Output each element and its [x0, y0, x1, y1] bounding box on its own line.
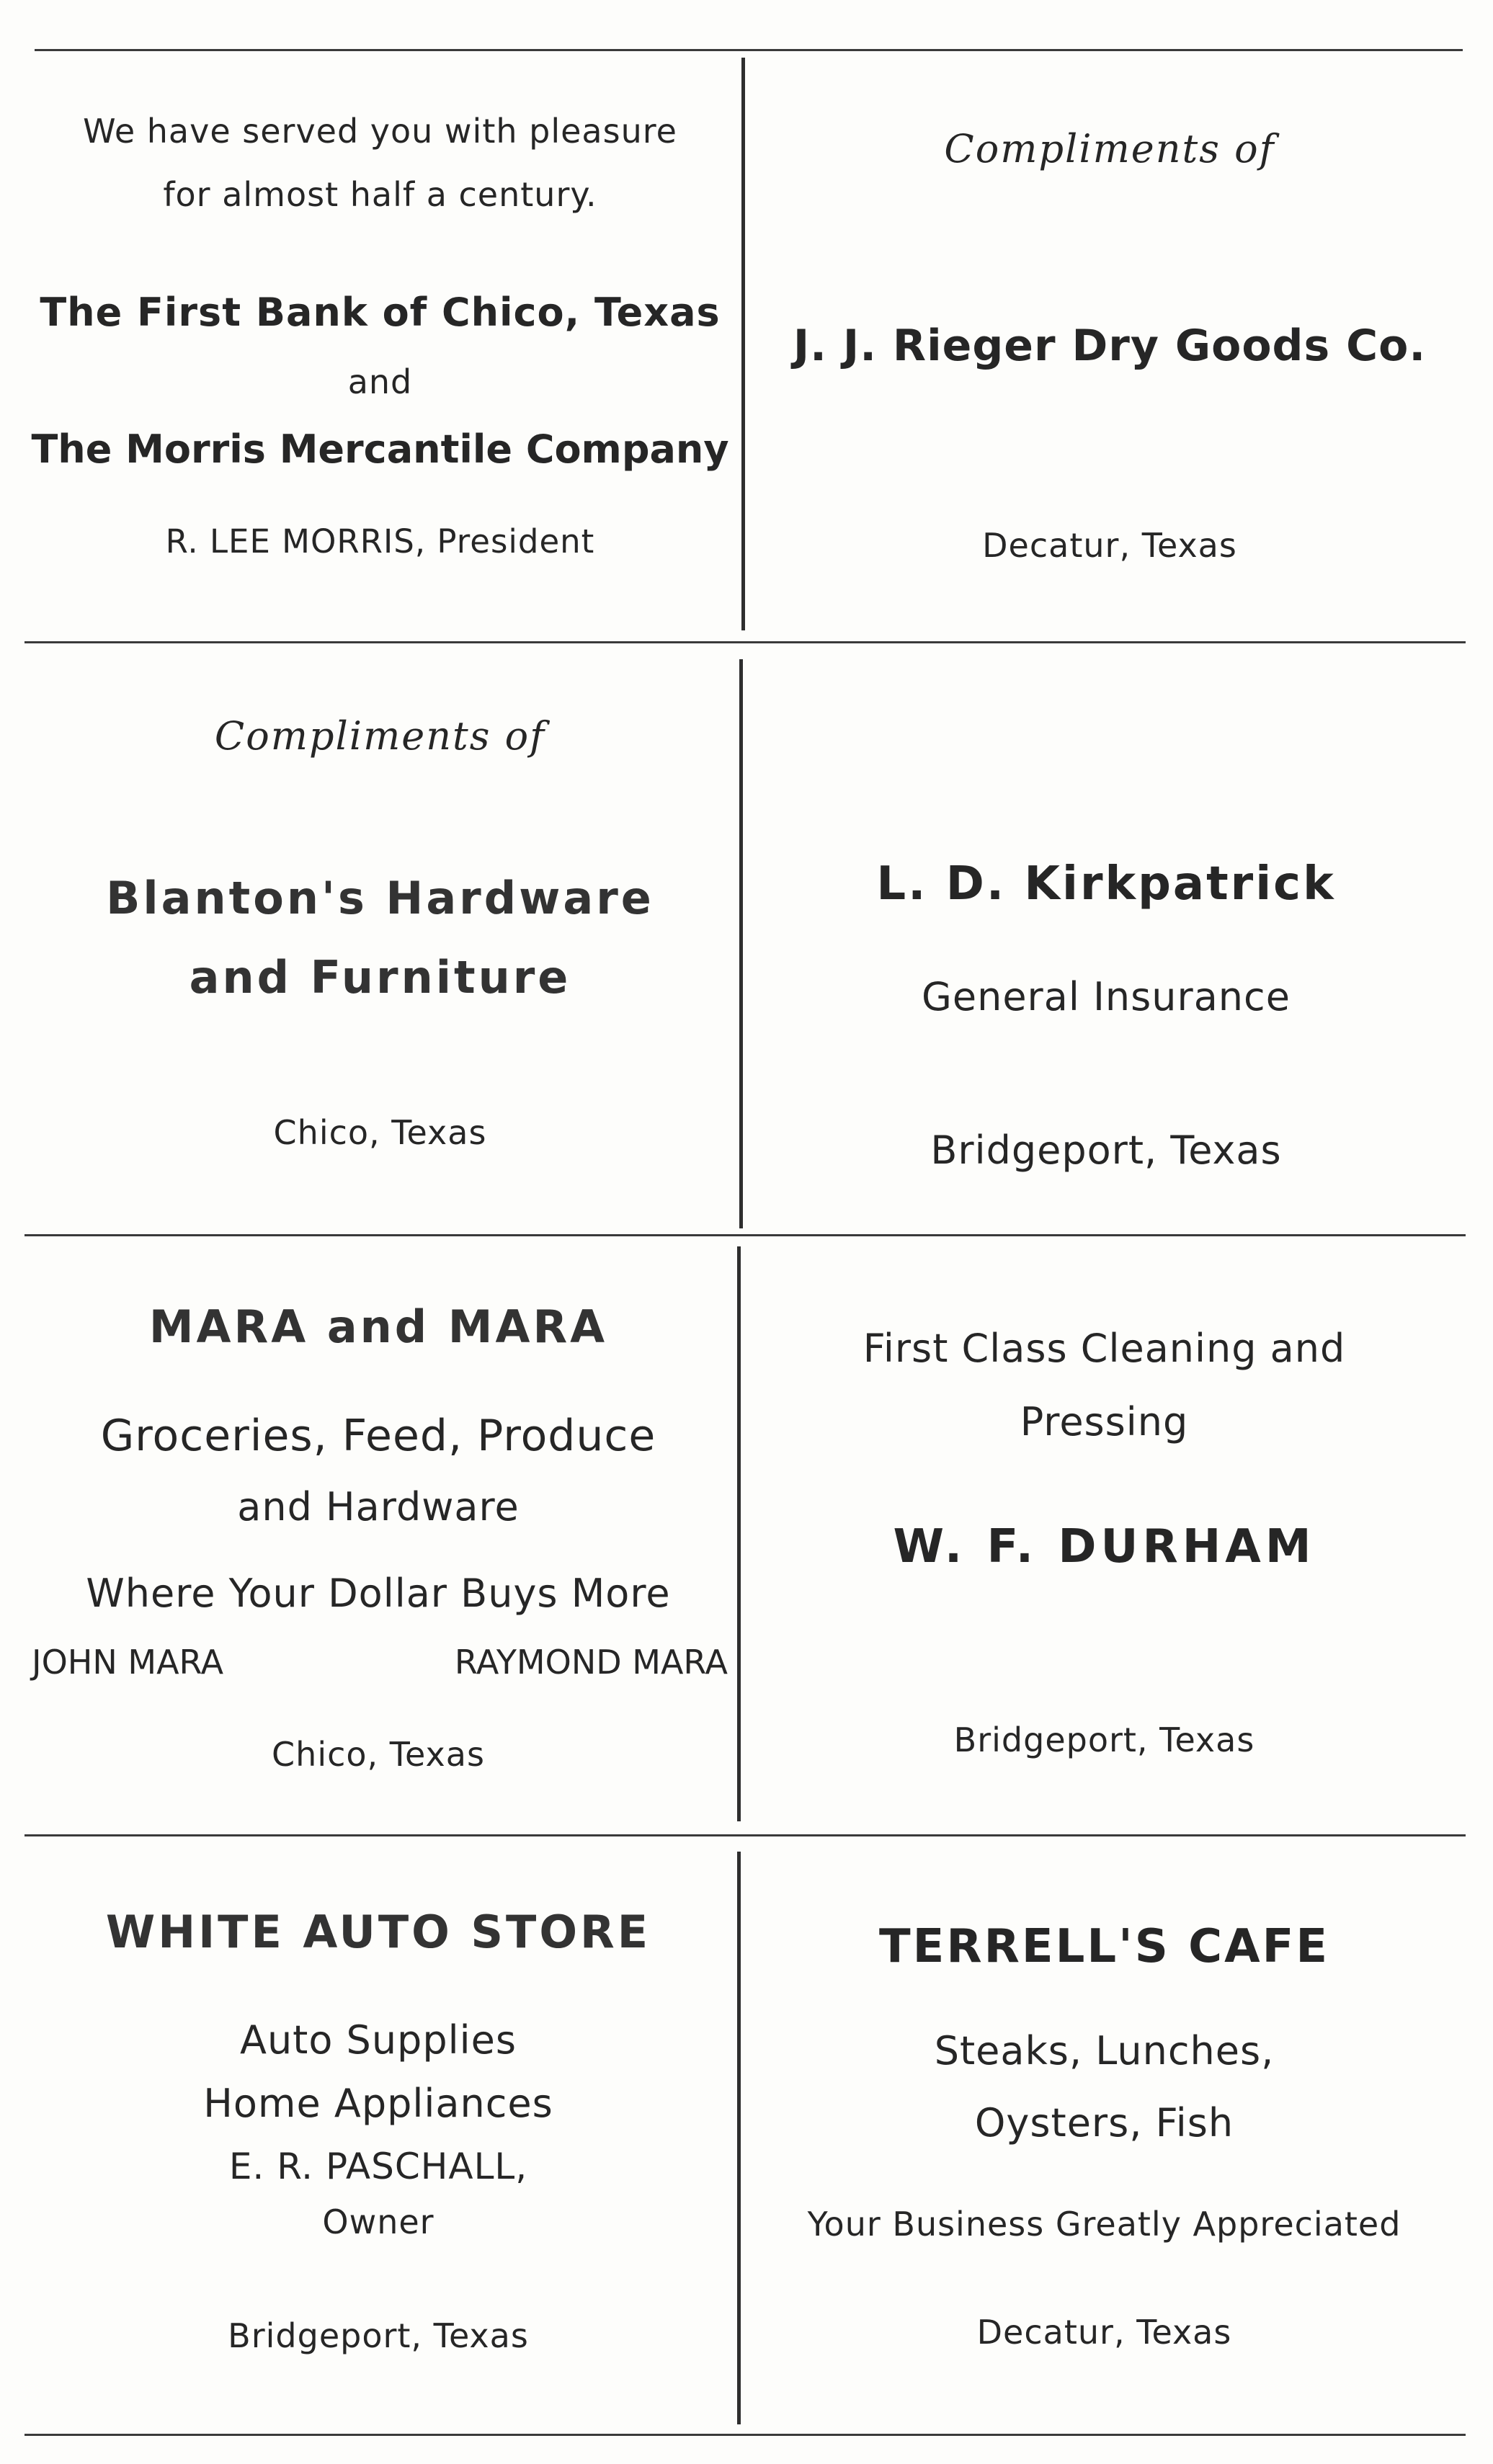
rieger-location: Decatur, Texas [982, 526, 1237, 565]
white-auto-name: WHITE AUTO STORE [105, 1906, 651, 1958]
column-divider-row-2 [739, 659, 743, 1228]
bank-tagline-1: We have served you with pleasure [83, 112, 677, 151]
ad-rieger-dry-goods [749, 58, 1470, 634]
mercantile-name: The Morris Mercantile Company [31, 427, 729, 472]
blanton-compliments: Compliments of [214, 713, 546, 759]
mara-owner-john: JOHN MARA [32, 1643, 224, 1682]
mara-owners [22, 1643, 735, 1682]
bank-connector: and [347, 362, 413, 401]
row-divider-3 [24, 1834, 1466, 1836]
blanton-location: Chico, Texas [273, 1113, 487, 1152]
mara-line-1: Groceries, Feed, Produce [100, 1411, 656, 1461]
row-divider-1 [24, 641, 1466, 643]
bank-officer: R. LEE MORRIS, President [165, 522, 595, 561]
kirkpatrick-name: L. D. Kirkpatrick [876, 857, 1336, 911]
terrell-line-2: Oysters, Fish [974, 2100, 1234, 2146]
blanton-name-2: and Furniture [189, 951, 571, 1004]
kirkpatrick-service: General Insurance [922, 974, 1291, 1019]
white-auto-location: Bridgeport, Texas [228, 2316, 529, 2355]
white-auto-line-1: Auto Supplies [240, 2017, 517, 2063]
white-auto-owner-name: E. R. PASCHALL, [228, 2146, 528, 2187]
mara-owner-raymond: RAYMOND MARA [454, 1643, 728, 1682]
white-auto-line-2: Home Appliances [203, 2081, 553, 2126]
rieger-compliments: Compliments of [944, 126, 1275, 171]
durham-location: Bridgeport, Texas [953, 1720, 1255, 1759]
mara-slogan: Where Your Dollar Buys More [86, 1571, 671, 1616]
durham-line-2: Pressing [1020, 1399, 1189, 1445]
ad-white-auto-store [22, 1844, 735, 2428]
terrell-name: TERRELL'S CAFE [878, 1920, 1330, 1973]
row-divider-2 [24, 1234, 1466, 1236]
ad-blantons-hardware [22, 652, 739, 1228]
bottom-rule [24, 2434, 1466, 2436]
mara-line-2: and Hardware [237, 1484, 520, 1530]
ad-terrells-cafe [746, 1844, 1463, 2428]
terrell-location: Decatur, Texas [976, 2313, 1232, 2352]
ad-mara-and-mara [22, 1239, 735, 1823]
mara-name: MARA and MARA [148, 1300, 608, 1353]
terrell-line-1: Steaks, Lunches, [934, 2028, 1275, 2074]
rieger-name: J. J. Rieger Dry Goods Co. [793, 321, 1427, 371]
kirkpatrick-location: Bridgeport, Texas [930, 1128, 1282, 1173]
blanton-name-1: Blanton's Hardware [106, 872, 654, 924]
white-auto-owner-title: Owner [322, 2202, 434, 2241]
mara-location: Chico, Texas [272, 1735, 485, 1774]
bank-tagline-2: for almost half a century. [163, 175, 597, 214]
ad-durham-cleaning [746, 1239, 1463, 1823]
ad-kirkpatrick-insurance [746, 652, 1466, 1228]
bank-name: The First Bank of Chico, Texas [40, 290, 721, 335]
top-rule [35, 49, 1463, 51]
ad-first-bank-of-chico [22, 58, 739, 634]
terrell-slogan: Your Business Greatly Appreciated [807, 2205, 1401, 2244]
column-divider-row-4 [737, 1852, 741, 2424]
column-divider-row-3 [737, 1246, 741, 1821]
durham-line-1: First Class Cleaning and [863, 1326, 1346, 1371]
durham-name: W. F. DURHAM [893, 1520, 1316, 1574]
column-divider-row-1 [741, 58, 745, 630]
